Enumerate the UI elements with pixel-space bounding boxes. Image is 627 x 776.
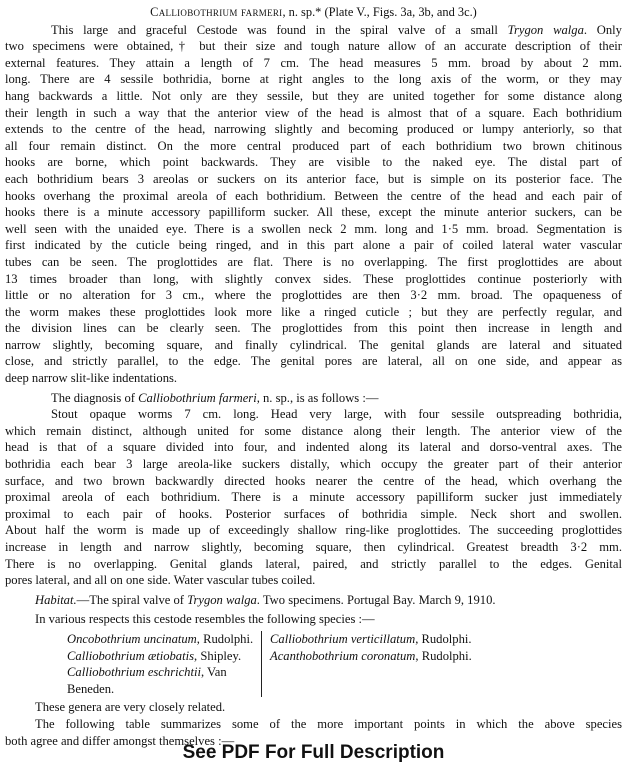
section-title [5,4,622,21]
text-segment: , n. sp., is as follows :— [256,390,379,405]
italic-term: Acanthobothrium coronatum [270,648,416,663]
document-page [5,4,622,749]
italic-term: Calliobothrium verticillatum [270,631,416,646]
species-column-left [67,631,262,697]
text-segment: , Shipley. [194,648,242,663]
text-line [5,22,622,39]
text-line: deep narrow slit-like indentations. [5,371,178,386]
species-list [5,631,622,697]
species-item [67,631,255,648]
text-line: tubes can be seen. The proglottides are flat. There is no overlapping. The first proglottides are about [5,254,622,269]
text-segment: , Rudolphi. [415,648,472,663]
diagnosis-intro [5,390,622,407]
text-line: hooks are borne, which point backwards. They are visible to the naked eye. The distal part of [5,155,622,170]
italic-term: Calliobothrium ætiobatis [67,648,195,663]
text-line: close, and strictly parallel, to the edge. The genital pores are lateral, all on one side, and appear as [5,354,622,369]
text-line: narrow slightly, becoming square, and finally cylindrical. The genital glands are lateral and situated [5,337,622,352]
text-line: each bothridium bears 3 areolas or suckers on its anterior face, but is simple on its posterior face. The [5,171,622,186]
table-intro-line: both agree and differ amongst themselves :— [5,733,235,748]
italic-term: Trygon walga [507,22,584,37]
text-line: little or no alteration for 3 cm., where the proglottides are then 3·2 mm. broad. The opaqueness of [5,288,622,303]
text-segment: , Rudolphi. [196,631,254,646]
text-line: extends to the centre of the head, narrowing slightly and becoming produced or lumpy anteriorly, so that [5,122,622,137]
text-segment: This large and graceful Cestode was found in the spiral valve of a small [51,22,508,37]
text-line: their length in such a way that the anterior view of the head is almost that of a square. Each bothridium [5,105,622,120]
species-item [270,648,472,665]
text-line: external features. They attain a length of 7 cm. The head measures 5 mm. broad by about 2 mm. [5,55,622,70]
habitat-line [5,592,622,609]
text-line: first indicated by the cuticle being ringed, and in this part alone a pair of coiled lateral water vascular [5,238,622,253]
text-line: the division lines can be clearly seen. The proglottides from this point then increase in length and [5,321,622,336]
text-line: increase in length and narrow slightly, becoming square, then cylindrical. Greatest breadth 3·2 mm. [5,540,622,554]
text-segment: The diagnosis of [51,390,139,405]
text-line: Stout opaque worms 7 cm. long. Head very large, with four sessile outspreading bothridia, [51,407,622,422]
species-column-right [262,631,472,697]
text-line: head is that of a square divided into four, and indented along its lateral and dorso-ventral axes. The [5,440,622,455]
text-line: two specimens were obtained,† but their size and tough nature allow of an accurate description of their [5,39,622,54]
see-pdf-notice: See PDF For Full Description [182,742,445,763]
title-plate-reference: , n. sp.* (Plate V., Figs. 3a, 3b, and 3c.) [282,5,477,19]
text-line: surface, and two brown backwardly directed hooks nearer the centre of the head, which overhang the [5,473,622,488]
diagnosis-paragraph [5,406,622,589]
species-item [67,664,255,697]
species-item [270,631,472,648]
text-segment: , Rudolphi. [415,631,472,646]
text-segment: , Van Beneden. [67,665,227,696]
resembles-line: In various respects this cestode resembles the following species :— [35,612,375,627]
italic-term: Oncobothrium uncinatum [67,631,197,646]
italic-term: Habitat. [35,592,77,607]
text-line: About half the worm is made up of exceedingly shallow ring-like proglottides. The succeeding proglottides [5,523,622,538]
description-paragraph [5,22,622,387]
text-line: long. There are 4 sessile bothridia, borne at right angles to the long axis of the worm, or they may [5,72,622,87]
text-line: proximal areola of each bothridium. There is a minute accessory papilliform sucker just immediately [5,490,622,505]
text-line: hooks there is a minute accessory papilliform sucker. All these, except the minute anterior suckers, can be [5,205,622,220]
text-line: hooks overhang the proximal areola of each bothridium. Between the centre of the head and each pair of [5,188,622,203]
text-line: proximal to each pair of hooks. Posterior surfaces of bothridia simple. Neck short and swollen. [5,506,622,521]
text-line: hang backwards a little. Not only are they sessile, but they are united together for some distance along [5,88,622,103]
text-segment: . Only [583,22,622,37]
text-line: pores lateral, and all on one side. Water vascular tubes coiled. [5,573,316,588]
table-intro-line: The following table summarizes some of the more important points in which the above species [35,716,622,731]
text-line: the worm makes these proglottides look more like a ringed cuticle ; but they are perfectly regular, and [5,304,622,319]
italic-term: Calliobothrium farmeri [138,390,257,405]
text-line: which remain distinct, although united for some distance along their length. The anterior view of the [5,423,622,438]
italic-term: Trygon walga [187,592,257,607]
text-line: There is no overlapping. Genital glands lateral, paired, and strictly parallel to the edges. Genital [5,556,622,571]
text-line: bothridia each bear 3 large areola-like suckers distally, which occupy the greater part of their anterior [5,457,622,472]
text-segment: . Two specimens. Portugal Bay. March 9, 1910. [256,592,496,607]
related-line: These genera are very closely related. [35,700,226,715]
text-segment: —The spiral valve of [76,592,188,607]
species-item [67,648,255,665]
species-name: Calliobothrium farmeri [150,5,283,19]
text-line: all four remain distinct. On the more central produced part of each bothridium two brown chitinous [5,138,622,153]
italic-term: Calliobothrium eschrichtii [67,665,201,680]
text-line: 13 times broader than long, with slightly convex sides. These proglottides continue posteriorly with [5,271,622,286]
text-line: well seen with the unaided eye. There is a swollen neck 2 mm. long and 1·5 mm. broad. Segmentation is [5,221,622,236]
